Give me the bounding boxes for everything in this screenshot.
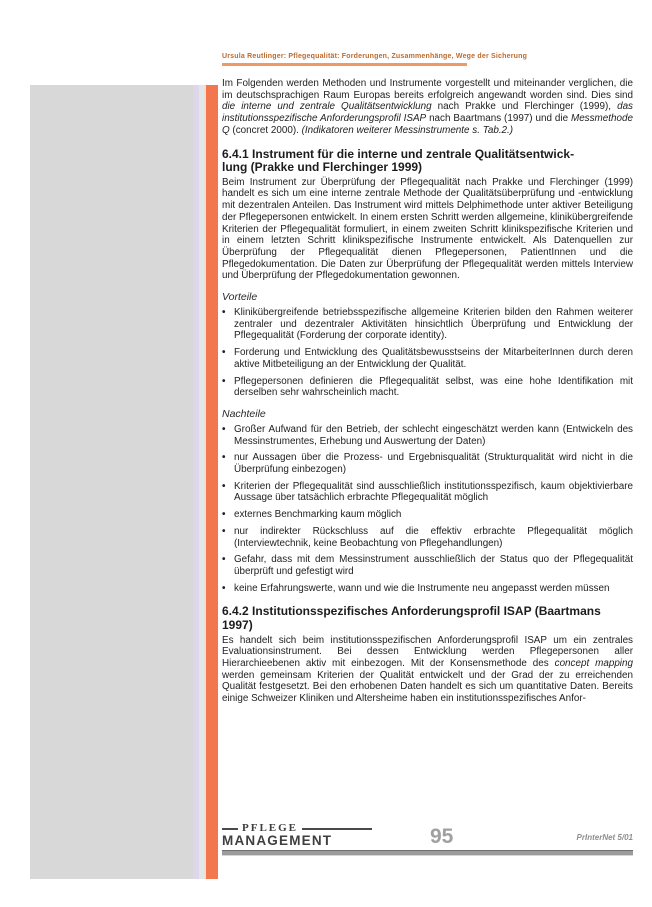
- text-column: [222, 52, 633, 705]
- journal-issue-reference: PrInterNet 5/01: [576, 833, 633, 842]
- running-header-underline: [222, 63, 467, 66]
- bullet-icon: •: [222, 423, 226, 435]
- bullet-icon: •: [222, 554, 226, 566]
- bullet-icon: •: [222, 347, 226, 359]
- bullet-icon: •: [222, 307, 226, 319]
- list-item: [222, 583, 633, 595]
- list-item-text: Forderung und Entwicklung des Qualitätsbewusstseins der MitarbeiterInnen durch deren aktive Mitbeteiligung an der Entwicklung der Qualität.: [234, 347, 633, 370]
- list-item: [222, 307, 633, 342]
- list-item-text: Gefahr, dass mit dem Messinstrument ausschließlich der Status quo der Pflegequalität überprüft und gefestigt wird: [234, 554, 633, 577]
- pflege-management-logo: [222, 823, 372, 847]
- list-item: [222, 424, 633, 447]
- advantages-list: [222, 307, 633, 399]
- bullet-icon: •: [222, 480, 226, 492]
- disadvantages-heading: Nachteile: [222, 407, 266, 420]
- logo-text-pflege: PFLEGE: [242, 822, 299, 834]
- section-642-paragraph: Es handelt sich beim institutionsspezifischen Anforderungsprofil ISAP um ein zentrales Evaluationsinstrument. Bei dessen Entwicklung werden Pflegepersonen aller Hierarchieebenen aktiv mit einbezogen. Mit der Konsensmethode des concept mapping werden gemeinsam Kriterien der Qualität entwickelt und der Grad der zu erreichenden Qualität festgesetzt. Bei den erhobenen Daten handelt es sich um quantitative Daten. Bereits einige Schweizer Kliniken und Altersheime haben ein institutionsspezifisches Anfor-: [222, 634, 633, 705]
- footer-rule: [222, 850, 633, 856]
- list-item-text: externes Benchmarking kaum möglich: [234, 509, 402, 521]
- section-heading-641-line2: lung (Prakke und Flerchinger 1999): [222, 160, 423, 175]
- bullet-icon: •: [222, 452, 226, 464]
- page-footer: [222, 819, 633, 856]
- bullet-icon: •: [222, 525, 226, 537]
- list-item: [222, 554, 633, 577]
- disadvantages-list: [222, 424, 633, 594]
- bullet-icon: •: [222, 582, 226, 594]
- section-heading-641: [222, 148, 633, 175]
- list-item: [222, 347, 633, 370]
- list-item-text: Klinikübergreifende betriebsspezifische allgemeine Kriterien bilden den Rahmen weiterer zentraler und dezentraler Aktivitäten hinsichtlich Überprüfung und Entwicklung der Pflegequalität (Forderung der corporate identity).: [234, 307, 633, 342]
- list-item: [222, 509, 633, 521]
- logo-text-management: MANAGEMENT: [222, 833, 333, 848]
- footer-row: [222, 819, 633, 847]
- section-heading-642: [222, 605, 633, 632]
- list-item: [222, 452, 633, 475]
- list-item-text: Großer Aufwand für den Betrieb, der schlecht eingeschätzt werden kann (Entwickeln des Messinstrumentes, Erhebung und Auswertung der Daten): [234, 423, 633, 447]
- advantages-heading: Vorteile: [222, 291, 258, 304]
- list-item-text: keine Erfahrungswerte, wann und wie die Instrumente neu angepasst werden müssen: [234, 582, 610, 594]
- section-heading-642-line2: 1997): [222, 617, 253, 632]
- intro-paragraph: Im Folgenden werden Methoden und Instrumente vorgestellt und miteinander verglichen, die im deutschsprachigen Raum Europas bereits erfolgreich angewandt worden sind. Dies sind die interne und zentrale Qualitätsentwicklung nach Prakke und Flerchinger (1999), das institutionsspezifische Anforderungsprofil ISAP nach Baartmans (1997) und die Messmethode Q (concret 2000). (Indikatoren weiterer Messinstrumente s. Tab.2.): [222, 78, 633, 136]
- list-item-text: Kriterien der Pflegequalität sind ausschließlich institutionsspezifisch, kaum objektivierbare Aussage über tatsächlich erbrachte Pflegequalität möglich: [234, 480, 633, 504]
- page-number: 95: [430, 825, 454, 848]
- bullet-icon: •: [222, 375, 226, 387]
- list-item: [222, 481, 633, 504]
- sidebar-gray-panel: [30, 85, 193, 879]
- list-item: [222, 526, 633, 549]
- list-item-text: nur Aussagen über die Prozess- und Ergebnisqualität (Strukturqualität wird nicht in die Überprüfung einbezogen): [234, 452, 633, 476]
- accent-bar-orange: [206, 85, 218, 879]
- list-item-text: nur indirekter Rückschluss auf die effektiv erbrachte Pflegequalität möglich (Interviewtechnik, keine Beobachtung von Pflegehandlungen): [234, 525, 633, 549]
- section-641-paragraph: Beim Instrument zur Überprüfung der Pflegequalität nach Prakke und Flerchinger (1999) handelt es sich um eine interne zentrale Methode der Qualitätsüberprüfung und -entwicklung mit dezentralen Anteilen. Das Instrument wird mittels Delphimethode unter aktiver Beteiligung der Pflegepersonen entwickelt. In einem ersten Schritt werden allgemeine, klinikübergreifende Kriterien der Pflegequalität formuliert, in einem zweiten Schritt klinikspezifische Kriterien und in einem letzten Schritt klinikspezifische Instrumente entwickelt. Als Datenquellen zur Überprüfung der Pflegequalität dienen Pflegepersonen, PatientInnen und die Pflegedokumentation. Die Daten zur Überprüfung der Pflegequalität werden mittels Interview und Überprüfung der Pflegedokumentation gewonnen.: [222, 176, 633, 282]
- list-item-text: Pflegepersonen definieren die Pflegequalität selbst, was eine hohe Identifikation mit derselben sehr wahrscheinlich macht.: [234, 375, 633, 399]
- bullet-icon: •: [222, 509, 226, 521]
- running-header: Ursula Reutlinger: Pflegequalität: Forderungen, Zusammenhänge, Wege der Sicherung: [222, 53, 528, 60]
- section-heading-642-line1: 6.4.2 Institutionsspezifisches Anforderungsprofil ISAP (Baartmans: [222, 604, 601, 619]
- section-heading-641-line1: 6.4.1 Instrument für die interne und zentrale Qualitätsentwick-: [222, 146, 575, 161]
- list-item: [222, 376, 633, 399]
